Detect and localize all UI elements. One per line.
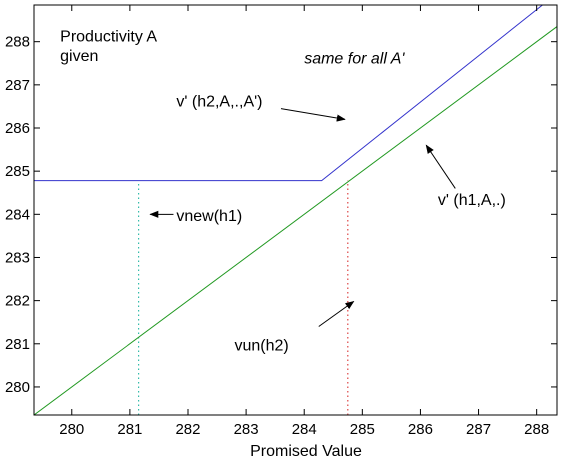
y-tick-label: 287	[4, 76, 30, 94]
annotation-arrow	[281, 109, 345, 120]
plot-area	[34, 5, 557, 415]
x-tick-label: 286	[407, 421, 433, 438]
x-tick-label: 283	[233, 421, 259, 438]
annotation-text: v' (h2,A,.,A')	[176, 93, 263, 111]
axes	[5, 5, 557, 438]
y-tick-label: 281	[4, 335, 30, 353]
annotation-text: vnew(h1)	[176, 207, 243, 225]
annotation-text: vun(h2)	[234, 337, 289, 355]
annotation-text: given	[60, 48, 99, 66]
x-tick-label: 284	[291, 421, 317, 438]
x-tick-label: 288	[524, 421, 550, 438]
x-tick-label: 285	[349, 421, 375, 438]
x-tick-label: 281	[117, 421, 143, 438]
y-tick-label: 288	[4, 33, 30, 51]
x-tick-label: 280	[59, 421, 85, 438]
annotation-arrow	[319, 301, 354, 326]
x-tick-label: 287	[466, 421, 492, 438]
annotation-arrow	[426, 145, 455, 188]
y-tick-label: 283	[4, 249, 30, 267]
axes-frame	[34, 5, 557, 415]
annotation-text: same for all A'	[304, 50, 405, 68]
y-tick-label: 284	[4, 206, 30, 224]
x-axis-label: Promised Value	[250, 443, 362, 460]
x-tick-label: 282	[175, 421, 201, 438]
y-tick-label: 282	[4, 292, 30, 310]
y-tick-label: 286	[4, 120, 30, 137]
y-tick-label: 285	[4, 163, 30, 181]
annotation-text: Productivity A	[60, 28, 158, 46]
series-line-2	[34, 27, 557, 415]
y-tick-label: 280	[4, 378, 30, 396]
annotations	[60, 29, 506, 355]
annotation-text: v' (h1,A,.)	[437, 191, 506, 209]
